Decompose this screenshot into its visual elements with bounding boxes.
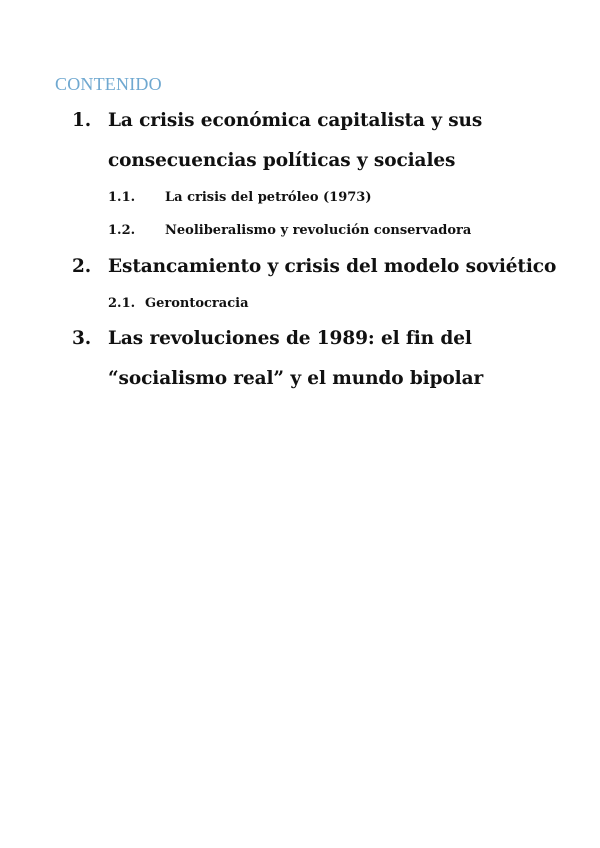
toc-subentry-title: Neoliberalismo y revolución conservadora — [165, 223, 472, 238]
toc-entry-number: 2. — [72, 256, 92, 277]
toc-entry-1[interactable] — [0, 110, 600, 138]
toc-subentry-number: 2.1. — [108, 296, 136, 311]
toc-entry-3-continued[interactable] — [0, 368, 600, 396]
toc-subentry-title: La crisis del petróleo (1973) — [165, 190, 372, 205]
toc-subentry-title: Gerontocracia — [145, 296, 249, 311]
toc-subentry-1-2[interactable] — [0, 223, 600, 243]
toc-entry-1-continued[interactable] — [0, 150, 600, 178]
toc-entry-title: La crisis económica capitalista y sus — [108, 110, 483, 131]
toc-entry-3[interactable] — [0, 328, 600, 356]
toc-subentry-number: 1.2. — [108, 223, 136, 238]
toc-entry-title-continued: “socialismo real” y el mundo bipolar — [108, 368, 484, 389]
toc-subentry-2-1[interactable] — [0, 296, 600, 316]
toc-entry-title: Las revoluciones de 1989: el fin del — [108, 328, 472, 349]
toc-heading: CONTENIDO — [55, 74, 162, 94]
toc-entry-number: 3. — [72, 328, 92, 349]
toc-entry-title: Estancamiento y crisis del modelo soviético — [108, 256, 557, 277]
toc-entry-number: 1. — [72, 110, 92, 131]
toc-subentry-1-1[interactable] — [0, 190, 600, 210]
toc-entry-2[interactable] — [0, 256, 600, 284]
toc-entry-title-continued: consecuencias políticas y sociales — [108, 150, 456, 171]
toc-subentry-number: 1.1. — [108, 190, 136, 205]
